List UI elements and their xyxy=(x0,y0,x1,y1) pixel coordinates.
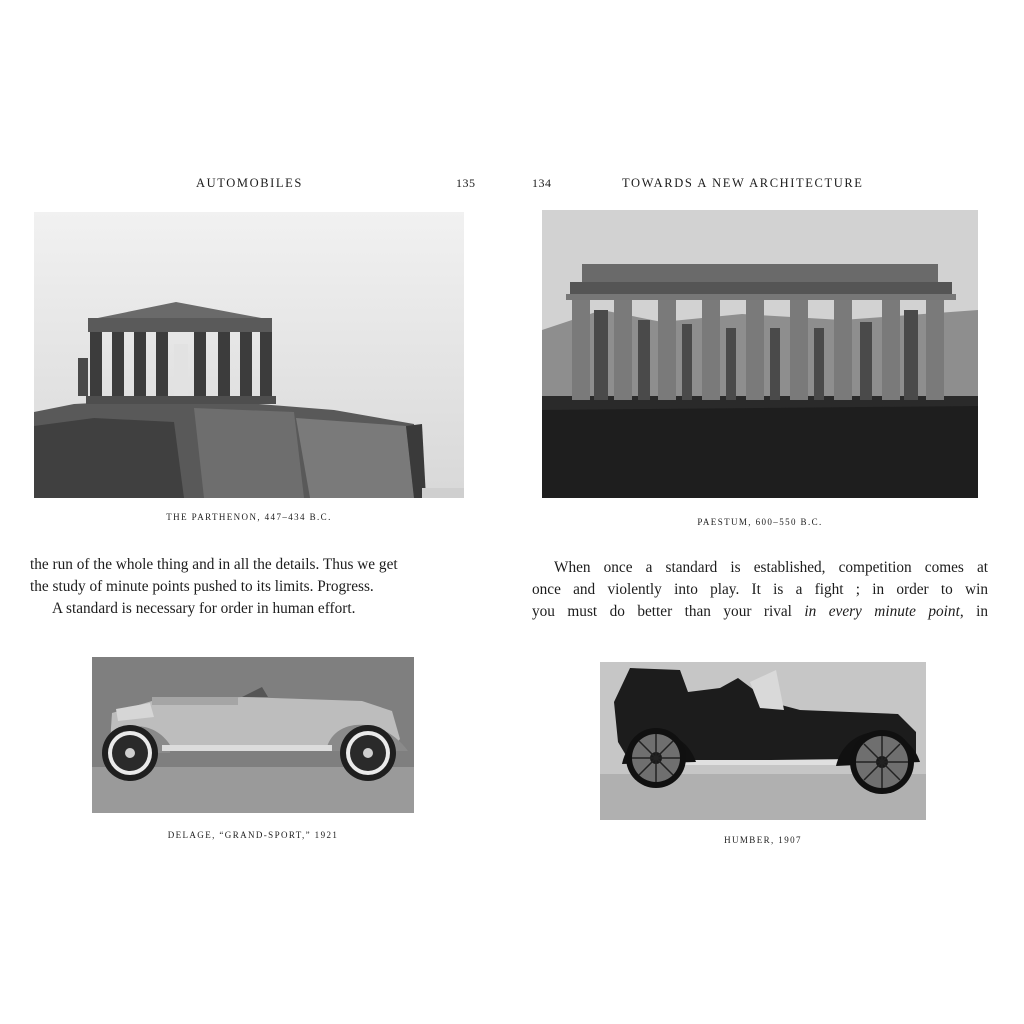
text-segment: you must do better than your rival xyxy=(532,603,805,620)
text-line xyxy=(532,601,988,623)
paestum-photo xyxy=(542,210,978,498)
text-line: the run of the whole thing and in all the details. Thus we get xyxy=(30,556,398,573)
right-page xyxy=(512,0,1024,1024)
text-line: A standard is necessary for order in human effort. xyxy=(52,600,356,617)
running-head-right: TOWARDS A NEW ARCHITECTURE xyxy=(622,176,864,190)
italic-phrase: in every minute point xyxy=(804,603,960,620)
delage-caption: DELAGE, “GRAND-SPORT,” 1921 xyxy=(167,830,339,840)
humber-caption: HUMBER, 1907 xyxy=(724,835,802,845)
left-body-text xyxy=(30,554,490,620)
text-line: the study of minute points pushed to its limits. Progress. xyxy=(30,578,374,595)
text-line: once and violently into play. It is a fight ; in order to win xyxy=(532,581,988,598)
page-number-left: 135 xyxy=(456,176,476,190)
page-number-right: 134 xyxy=(532,176,552,190)
parthenon-caption: THE PARTHENON, 447–434 B.C. xyxy=(166,512,332,522)
text-line: When once a standard is established, competition comes at xyxy=(554,559,988,576)
parthenon-photo xyxy=(34,212,464,498)
running-head-left: AUTOMOBILES xyxy=(196,176,303,190)
humber-car-photo xyxy=(600,662,926,820)
right-body-text xyxy=(532,557,988,623)
text-segment: , in xyxy=(959,603,989,620)
delage-car-photo xyxy=(92,657,414,813)
paestum-caption: PAESTUM, 600–550 B.C. xyxy=(697,517,823,527)
